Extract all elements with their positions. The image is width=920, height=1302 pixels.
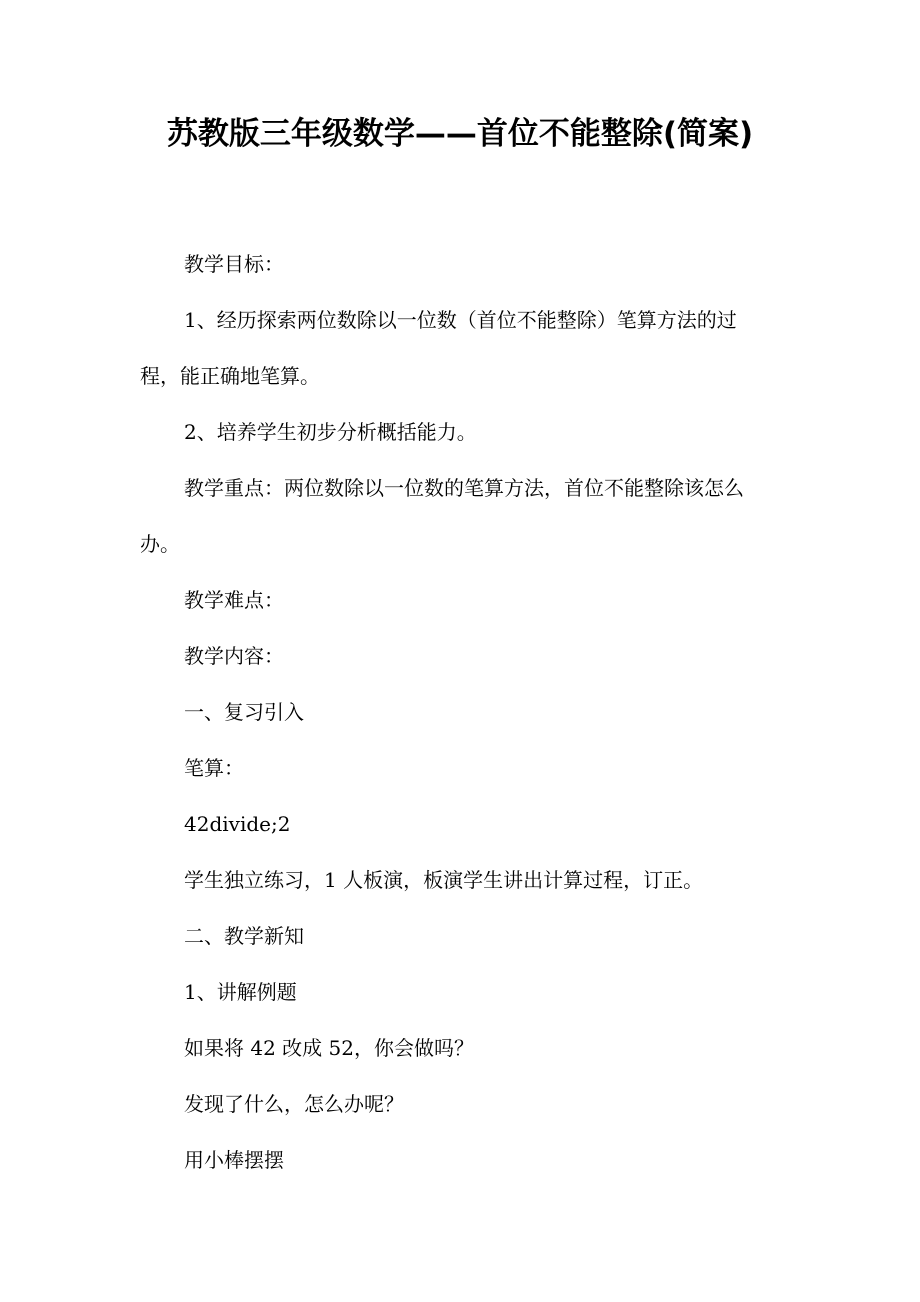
paragraph-objectives-heading	[140, 236, 785, 292]
document-title: 苏教版三年级数学——首位不能整除(简案)	[166, 116, 754, 152]
paragraph-question-2	[140, 1076, 785, 1132]
paragraph-example	[140, 964, 785, 1020]
paragraph-line: 1、讲解例题	[184, 980, 297, 1004]
paragraph-line: 用小棒摆摆	[184, 1148, 284, 1172]
paragraph-line: 教学目标：	[184, 252, 284, 276]
paragraph-difficulties	[140, 572, 785, 628]
section-heading-review	[140, 684, 785, 740]
paragraph-line: 二、教学新知	[184, 924, 304, 948]
paragraph-question-1	[140, 1020, 785, 1076]
paragraph-practice	[140, 852, 785, 908]
paragraph-line: 如果将 42 改成 52，你会做吗？	[184, 1036, 474, 1060]
paragraph-sticks	[140, 1132, 785, 1188]
section-heading-new-knowledge	[140, 908, 785, 964]
paragraph-line: 程，能正确地笔算。	[140, 364, 320, 388]
paragraph-key-points	[140, 460, 785, 572]
paragraph-line: 1、经历探索两位数除以一位数（首位不能整除）笔算方法的过	[184, 308, 737, 332]
paragraph-line: 学生独立练习，1 人板演，板演学生讲出计算过程，订正。	[184, 868, 704, 892]
paragraph-line: 2、培养学生初步分析概括能力。	[184, 420, 477, 444]
paragraph-objective-2	[140, 404, 785, 460]
paragraph-content-heading	[140, 628, 785, 684]
paragraph-written-calc	[140, 740, 785, 796]
paragraph-line: 教学内容：	[184, 644, 284, 668]
paragraph-line: 一、复习引入	[184, 700, 304, 724]
paragraph-line: 笔算：	[184, 756, 244, 780]
paragraph-line: 教学重点：两位数除以一位数的笔算方法，首位不能整除该怎么	[184, 476, 744, 500]
paragraph-line: 42divide;2	[184, 812, 291, 836]
paragraph-objective-1	[140, 292, 785, 404]
paragraph-line: 发现了什么，怎么办呢？	[184, 1092, 404, 1116]
paragraph-line: 办。	[140, 532, 180, 556]
paragraph-line: 教学难点：	[184, 588, 284, 612]
paragraph-expression	[140, 796, 785, 852]
